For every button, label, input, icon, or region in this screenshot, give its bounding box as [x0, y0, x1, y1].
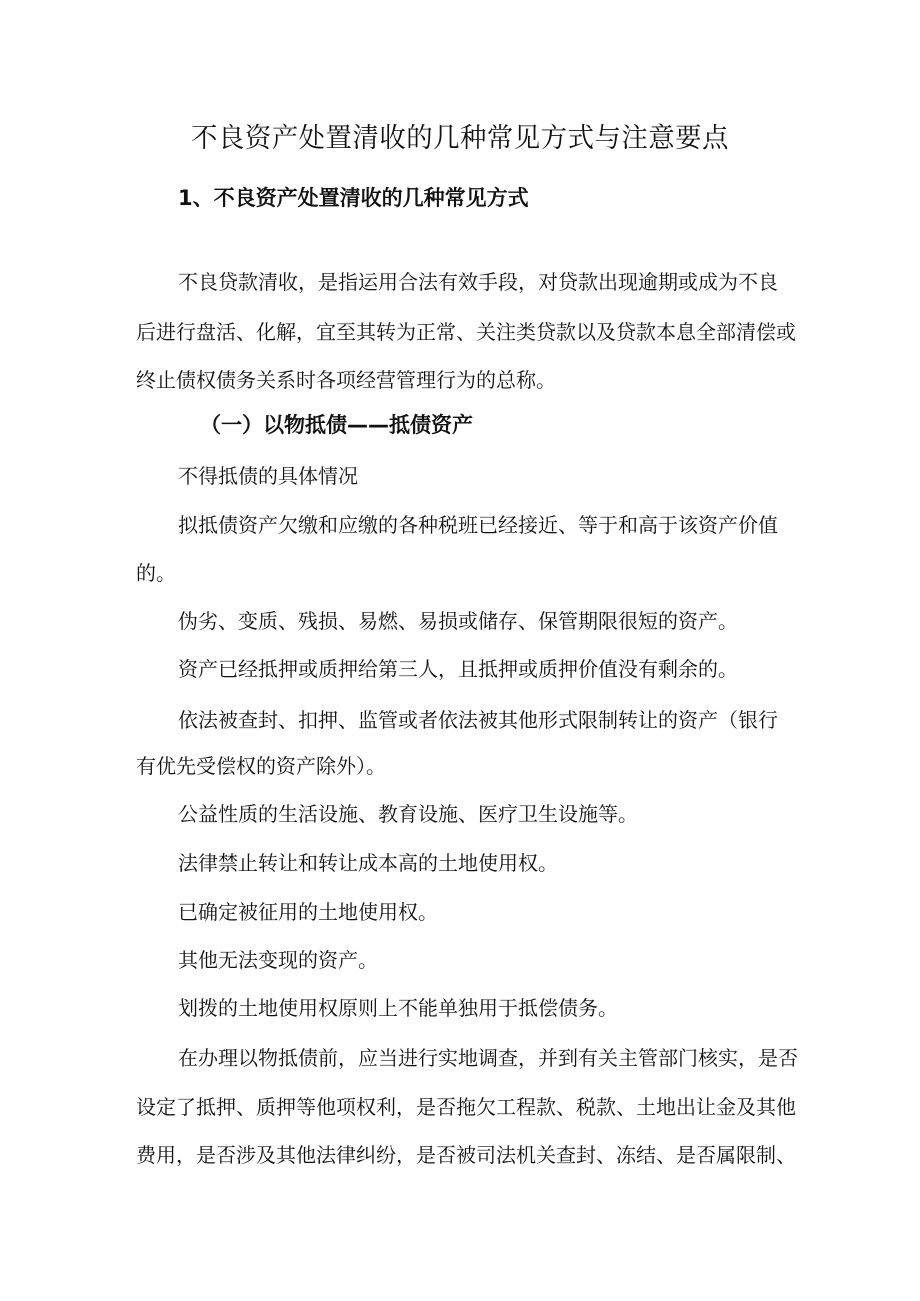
body-line-10: 已确定被征用的土地使用权。: [178, 900, 438, 924]
body-line-1: 不得抵债的具体情况: [178, 464, 358, 488]
body-line-5: 资产已经抵押或质押给第三人，且抵押或质押价值没有剩余的。: [178, 657, 738, 681]
body-line-9: 法律禁止转让和转让成本高的土地使用权。: [178, 851, 558, 875]
body-line-4: 伪劣、变质、残损、易燃、易损或储存、保管期限很短的资产。: [178, 609, 738, 633]
body-line-14: 设定了抵押、质押等他项权利，是否拖欠工程款、税款、土地出让金及其他: [136, 1095, 796, 1119]
body-line-6: 依法被查封、扣押、监管或者依法被其他形式限制转让的资产（银行: [178, 708, 778, 732]
document-title: 不良资产处置清收的几种常见方式与注意要点: [191, 123, 729, 154]
subsection-heading: （一）以物抵债——抵债资产: [200, 413, 473, 437]
body-line-3: 的。: [136, 561, 176, 585]
body-line-15: 费用，是否涉及其他法律纠纷，是否被司法机关查封、冻结、是否属限制、: [136, 1143, 796, 1167]
intro-line-1: 不良贷款清收，是指运用合法有效手段，对贷款出现逾期或成为不良: [178, 270, 778, 294]
body-line-12: 划拨的土地使用权原则上不能单独用于抵偿债务。: [178, 996, 618, 1020]
body-line-2: 拟抵债资产欠缴和应缴的各种税班已经接近、等于和高于该资产价值: [178, 513, 778, 537]
intro-line-2: 后进行盘活、化解，宜至其转为正常、关注类贷款以及贷款本息全部清偿或: [136, 320, 796, 344]
intro-line-3: 终止债权债务关系时各项经营管理行为的总称。: [136, 368, 556, 392]
body-line-7: 有优先受偿权的资产除外）。: [136, 754, 386, 778]
body-line-13: 在办理以物抵债前，应当进行实地调查，并到有关主管部门核实，是否: [178, 1046, 798, 1070]
body-line-11: 其他无法变现的资产。: [178, 948, 378, 972]
section-heading: 1、不良资产处置清收的几种常见方式: [178, 186, 529, 210]
body-line-8: 公益性质的生活设施、教育设施、医疗卫生设施等。: [178, 802, 638, 826]
